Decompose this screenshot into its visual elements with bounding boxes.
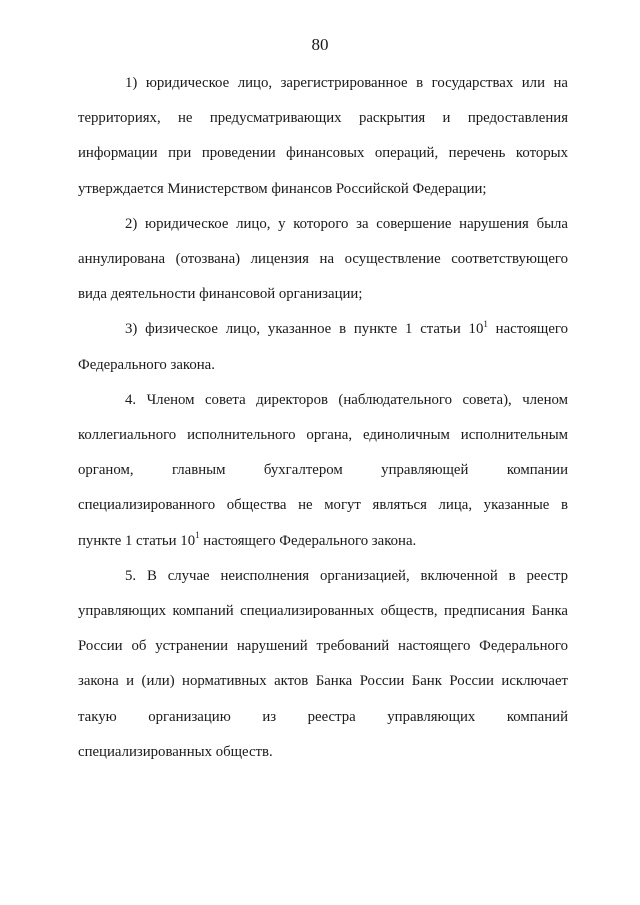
- text-line: такую организацию из реестра управляющих компаний: [78, 708, 568, 725]
- text-line: утверждается Министерством финансов Российской Федерации;: [78, 180, 487, 197]
- page-number: 80: [311, 35, 329, 54]
- paragraph-1: [78, 66, 568, 207]
- text-line: 1) юридическое лицо, зарегистрированное в государствах или на: [125, 75, 568, 91]
- text-line: специализированных обществ.: [78, 743, 273, 760]
- text-line: [78, 312, 568, 347]
- text-line: [78, 524, 568, 559]
- text-line: вида деятельности финансовой организации;: [78, 286, 363, 303]
- text-line: 2) юридическое лицо, у которого за совершение нарушения была: [125, 215, 568, 232]
- text-line: управляющих компаний специализированных обществ, предписания Банка: [78, 603, 568, 620]
- text-run: пункте 1 статьи 10: [78, 532, 196, 549]
- text-run: настоящего: [487, 321, 568, 338]
- text-line: информации при проведении финансовых операций, перечень которых: [78, 145, 568, 162]
- text-line: России об устранении нарушений требований настоящего Федерального: [78, 638, 568, 655]
- superscript: 1: [195, 529, 200, 540]
- text-line: 4. Членом совета директоров (наблюдательного совета), членом: [125, 391, 568, 408]
- text-line: аннулирована (отозвана) лицензия на осуществление соответствующего: [78, 251, 568, 268]
- superscript: 1: [483, 318, 488, 329]
- paragraph-3: [78, 312, 568, 382]
- text-line: органом, главным бухгалтером управляющей компании: [78, 462, 568, 479]
- text-line: специализированного общества не могут являться лица, указанные в: [78, 497, 568, 514]
- text-line: 5. В случае неисполнения организацией, включенной в реестр: [125, 567, 568, 584]
- paragraph-2: [78, 207, 568, 313]
- paragraph-4: [78, 383, 568, 559]
- text-run: настоящего Федерального закона.: [199, 532, 417, 549]
- text-line: коллегиального исполнительного органа, единоличным исполнительным: [78, 427, 568, 444]
- text-run: 3) физическое лицо, указанное в пункте 1 статьи 10: [125, 321, 484, 338]
- document-body: [78, 66, 568, 770]
- text-line: закона и (или) нормативных актов Банка России Банк России исключает: [78, 673, 568, 690]
- text-line: [78, 348, 568, 383]
- paragraph-5: [78, 559, 568, 770]
- text-line: территориях, не предусматривающих раскрытия и предоставления: [78, 110, 568, 127]
- text-run: Федерального закона.: [78, 356, 215, 373]
